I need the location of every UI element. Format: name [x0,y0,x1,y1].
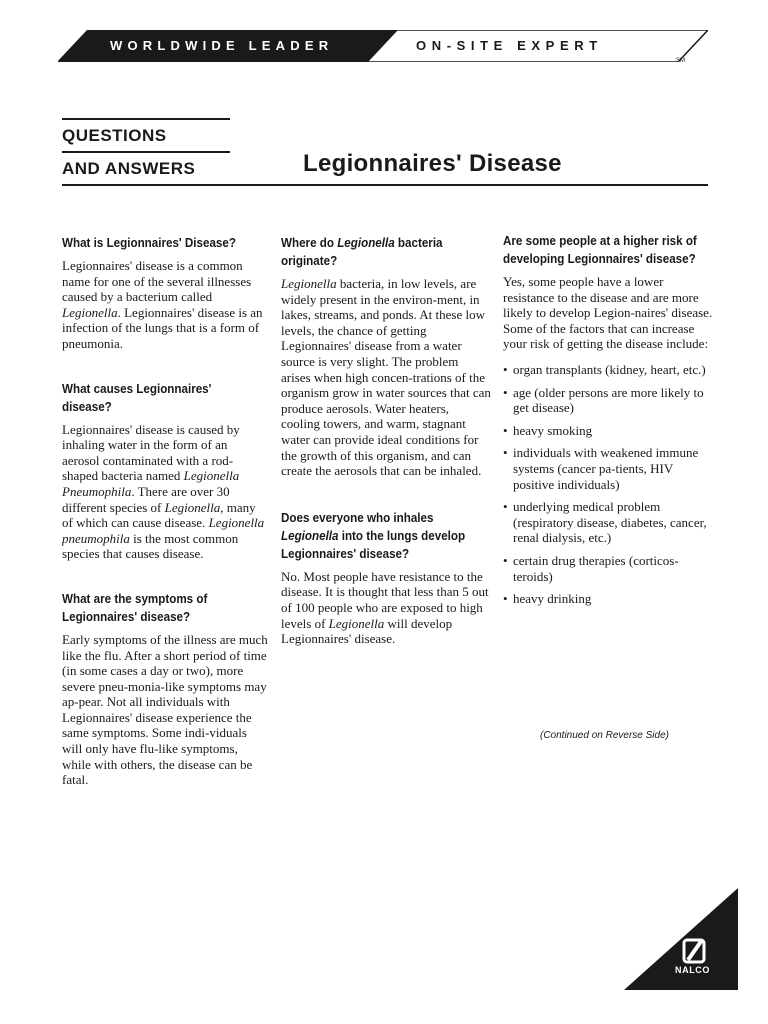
question-origin: Where do Legionella bacteria originate? [281,236,443,268]
answer-what-is: Legionnaires' disease is a common name for one of the several illnesses caused by a bacterium called Legionella. Legionnaires' disease is an infection of the lungs that is a form of pneumonia. [62,258,263,351]
answer-higher-risk: Yes, some people have a lower resistance to the disease and are more likely to develop Legion-naires' disease. Some of the factors that can increase your risk of getting the disease include: [503,274,713,352]
list-item: • underlying medical problem (respiratory disease, diabetes, cancer, renal dialysis, etc.) [503,499,715,546]
question-what-causes: What causes Legionnaires' disease? [62,381,212,414]
on-site-expert-tagline: ON-SITE EXPERT [416,38,603,53]
header-banner [58,30,708,62]
list-item: • certain drug therapies (corticos-teroids) [503,553,715,584]
list-item: • organ transplants (kidney, heart, etc.) [503,362,715,378]
section-middle-rule [62,151,230,153]
section-top-rule [62,118,230,120]
list-item: • age (older persons are more likely to get disease) [503,385,715,416]
list-item: • heavy drinking [503,591,715,607]
worldwide-leader-tagline: WORLDWIDE LEADER [110,38,334,53]
answer-origin: Legionella bacteria, in low levels, are widely present in the environ-ment, in lakes, streams, and ponds. At these low levels, the chance of getting Legionnaires' disease from a water source is very slight. The problem arises when high concen-trations of the organism grow in water sources that can produce aerosols. Water heaters, cooling towers, and warm, stagnant water can provide ideal conditions for the growth of this organism, and can create the aerosols that can be inhaled. [281,276,491,479]
question-what-is: What is Legionnaires' Disease? [62,236,236,250]
answer-what-causes: Legionnaires' disease is caused by inhaling water in the form of an aerosol contaminated with a rod-shaped bacteria named Legionella Pneumophila. There are over 30 different species of Legionella, many of which can cause disease. Legionella pneumophila is the most common species that causes disease. [62,421,265,562]
nalco-logo-text: NALCO [675,965,710,975]
service-mark: SM [676,58,685,64]
section-label-questions: QUESTIONS [62,126,167,145]
title-rule [62,184,708,186]
risk-factor-list [503,362,715,607]
answer-symptoms: Early symptoms of the illness are much like the flu. After a short period of time (in some cases a day or two), more severe pneu-monia-like symptoms may ap-pear. Not all individuals with Legionnaires' disease experience the same symptoms. Some indi-viduals will only have flu-like symptoms, while with others, the disease can be fatal. [62,631,268,788]
question-symptoms: What are the symptoms of Legionnaires' disease? [62,591,208,624]
answer-does-everyone: No. Most people have resistance to the disease. It is thought that less than 5 out of 100 people who are exposed to high levels of Legionella will develop Legionnaires' disease. [281,568,489,647]
column-1 [62,234,268,788]
continued-note: (Continued on Reverse Side) [540,730,669,741]
section-label-and-answers: AND ANSWERS [62,159,196,178]
list-item: • individuals with weakened immune systems (cancer pa-tients, HIV positive individuals) [503,445,715,492]
column-3 [503,232,715,614]
question-higher-risk: Are some people at a higher risk of developing Legionnaires' disease? [503,234,697,266]
question-does-everyone: Does everyone who inhales Legionella into the lungs develop Legionnaires' disease? [281,510,466,561]
column-2 [281,234,491,647]
page-title: Legionnaires' Disease [303,150,562,177]
list-item: • heavy smoking [503,423,715,439]
